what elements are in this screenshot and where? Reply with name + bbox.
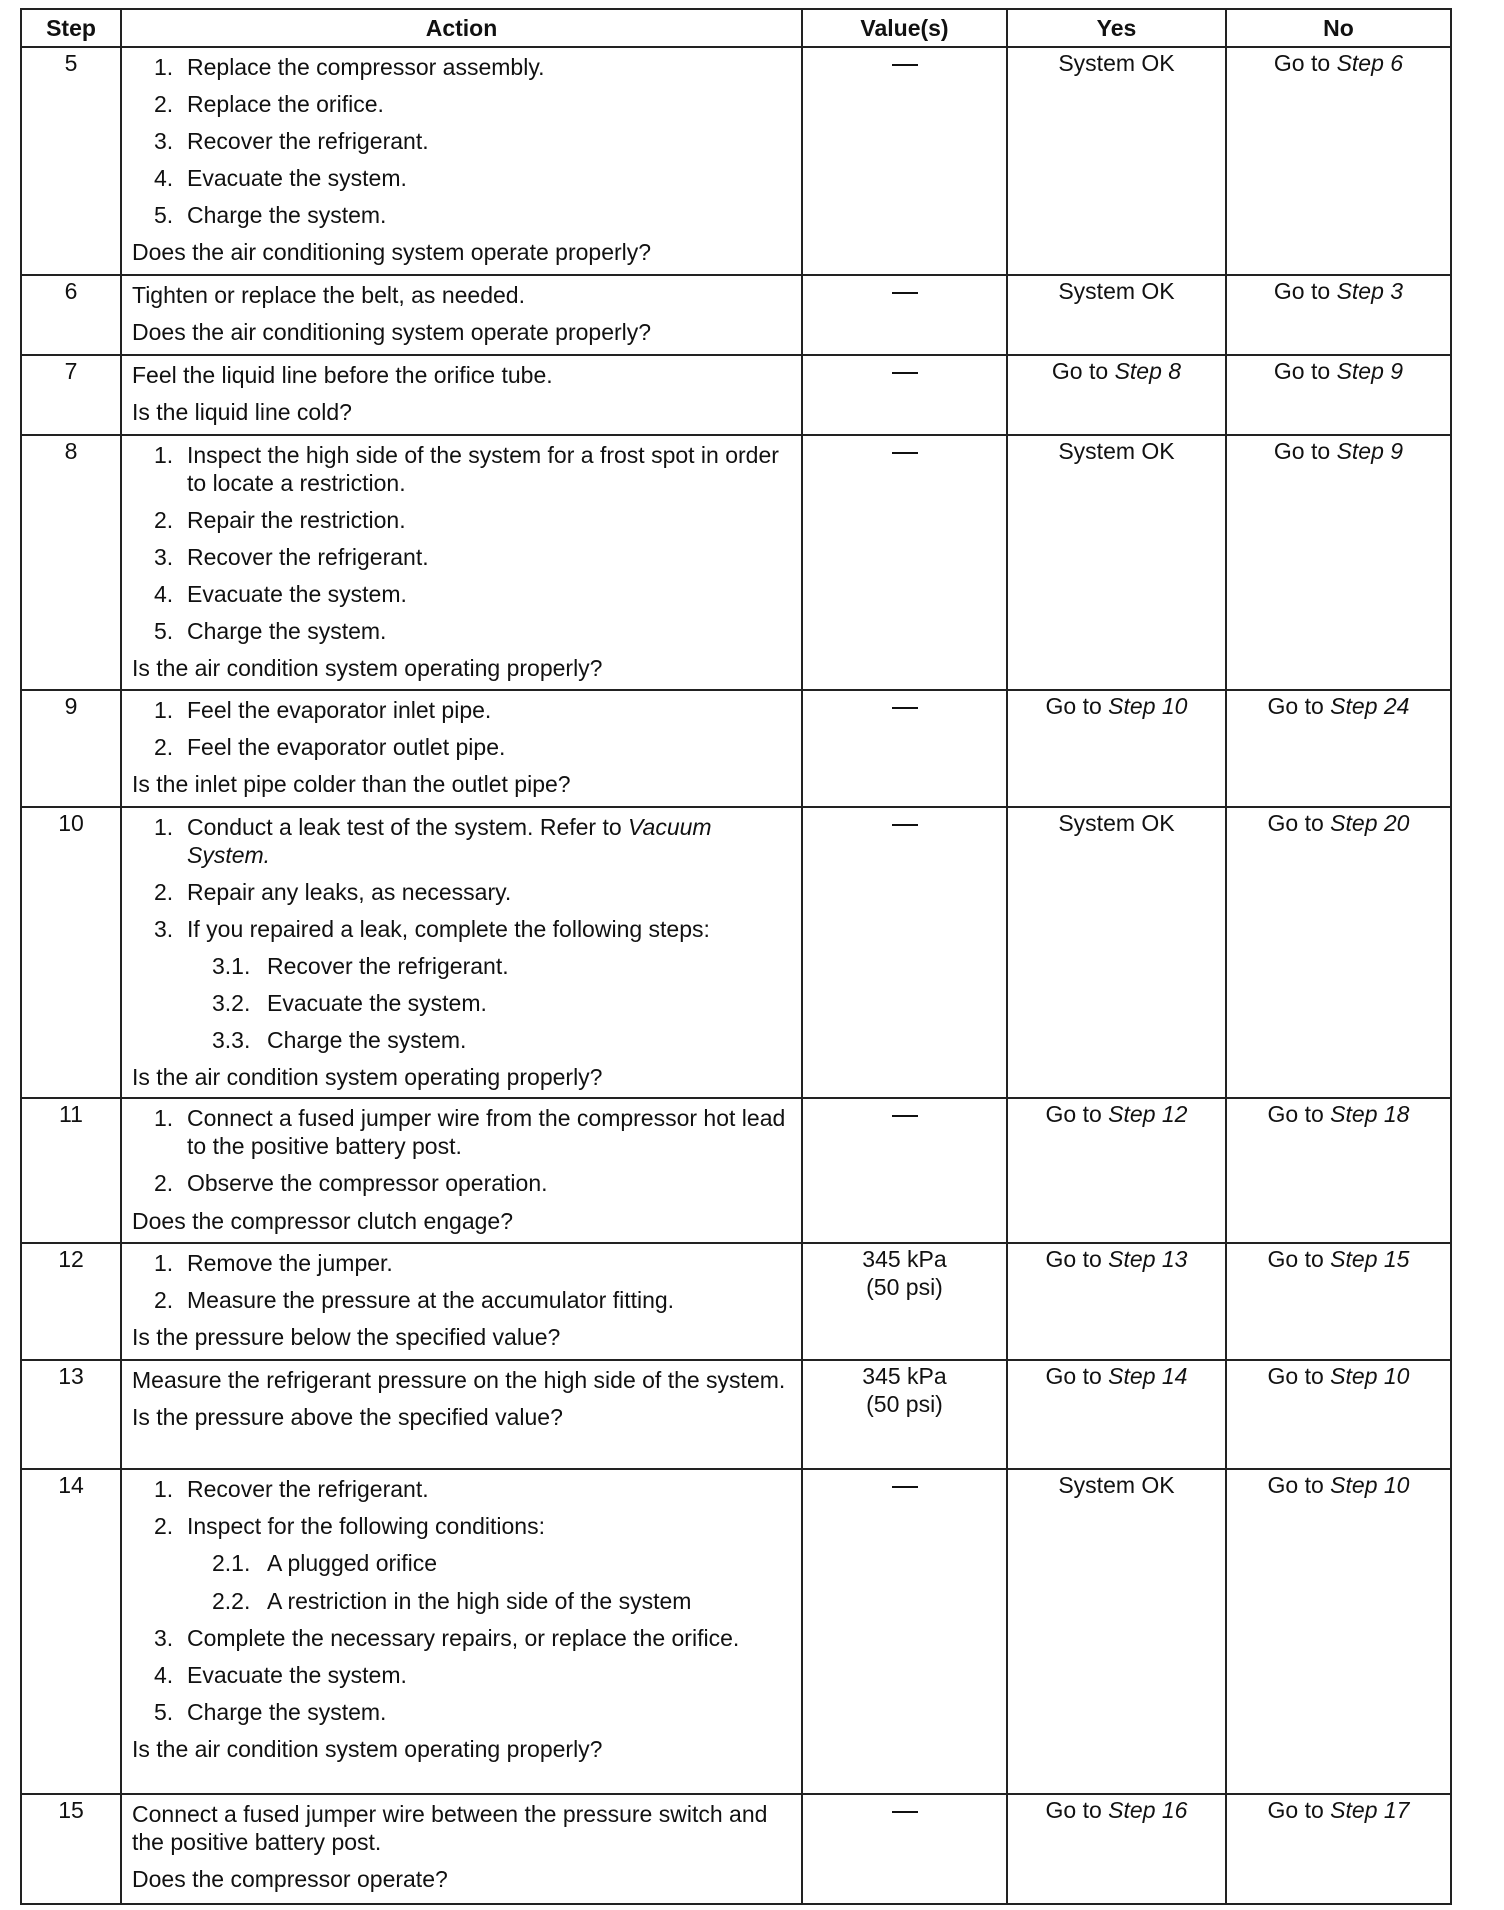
step-link[interactable]: Step 13 [1108, 1246, 1188, 1273]
instruction-number: 2. [154, 734, 174, 761]
sub-instruction [132, 1026, 791, 1054]
yes-cell [1007, 1794, 1226, 1904]
goto-prefix: Go to [1273, 438, 1331, 464]
question: Does the compressor clutch engage? [132, 1207, 513, 1234]
step-link[interactable]: Step 9 [1336, 438, 1404, 464]
instruction [132, 201, 791, 229]
action-cell [121, 807, 802, 1098]
instruction-text: Inspect the high side of the system for a frost spot in order to locate a restriction. [187, 442, 779, 497]
instruction [132, 1698, 791, 1726]
yes-cell [1007, 1360, 1226, 1469]
yes-cell: System OK [1007, 1469, 1226, 1794]
step-link[interactable]: Step 8 [1114, 358, 1182, 384]
value-cell [802, 1243, 1007, 1360]
action-cell [121, 690, 802, 807]
instruction-number: 1. [154, 442, 174, 468]
instruction-number: 3. [154, 916, 174, 943]
instruction-text: Feel the evaporator inlet pipe. [187, 697, 492, 723]
instruction-text: If you repaired a leak, complete the following steps: [187, 916, 710, 943]
instruction-text: Evacuate the system. [187, 165, 407, 192]
header-row [21, 9, 1451, 47]
instruction-number: 4. [154, 1661, 174, 1688]
step-link[interactable]: Step 3 [1336, 278, 1404, 304]
question: Is the inlet pipe colder than the outlet pipe? [132, 771, 571, 798]
action-text: Measure the refrigerant pressure on the high side of the system. [132, 1367, 786, 1394]
header-step: Step [21, 9, 121, 47]
instruction [132, 915, 791, 943]
instruction [132, 1661, 791, 1689]
instruction-number: 2. [154, 1170, 174, 1197]
step-link[interactable]: Step 24 [1330, 693, 1410, 719]
instruction [132, 543, 791, 571]
action-cell [121, 1469, 802, 1794]
question: Is the air condition system operating properly? [132, 1064, 603, 1091]
instruction-text: Repair any leaks, as necessary. [187, 879, 512, 906]
question: Is the air condition system operating properly? [132, 1735, 603, 1762]
instruction-text: Connect a fused jumper wire from the compressor hot lead to the positive battery post. [187, 1105, 786, 1160]
instruction [132, 90, 791, 118]
instruction-number: 1. [154, 1105, 174, 1132]
sub-instruction [132, 1587, 791, 1615]
goto-prefix: Go to [1045, 1246, 1102, 1273]
instruction-text: Repair the restriction. [187, 507, 406, 534]
header-no: No [1226, 9, 1451, 47]
no-cell [1226, 47, 1451, 275]
action-text: Connect a fused jumper wire between the pressure switch and the positive battery post. [132, 1801, 768, 1856]
goto-prefix: Go to [1267, 1246, 1324, 1273]
value-cell [802, 435, 1007, 690]
step-number: 12 [21, 1243, 121, 1360]
instruction [132, 1475, 791, 1503]
instruction-number: 3.1. [212, 953, 251, 980]
no-cell [1226, 1098, 1451, 1243]
table-row [21, 1360, 1451, 1469]
instruction [132, 1286, 791, 1314]
instruction-number: 2. [154, 91, 174, 118]
value-cell [802, 1469, 1007, 1794]
instruction-number: 5. [154, 202, 174, 229]
action-cell [121, 355, 802, 435]
instruction-number: 5. [154, 1698, 174, 1725]
yes-cell [1007, 355, 1226, 435]
instruction-number: 3. [154, 128, 174, 155]
step-link[interactable]: Step 15 [1330, 1246, 1410, 1273]
instruction-text: Evacuate the system. [187, 1661, 407, 1688]
instruction [132, 733, 791, 761]
em-dash-icon [892, 64, 918, 66]
step-number: 13 [21, 1360, 121, 1469]
step-number: 5 [21, 47, 121, 275]
instruction-text: A plugged orifice [267, 1550, 438, 1577]
step-number: 10 [21, 807, 121, 1098]
instruction-text: Feel the evaporator outlet pipe. [187, 734, 506, 761]
instruction-number: 2.1. [212, 1550, 251, 1577]
instruction [132, 696, 791, 724]
value-cell [802, 275, 1007, 355]
reference-link[interactable]: Vacuum System. [187, 814, 712, 869]
question: Is the liquid line cold? [132, 399, 352, 426]
step-link[interactable]: Step 17 [1330, 1797, 1410, 1824]
step-number: 14 [21, 1469, 121, 1794]
action-cell [121, 47, 802, 275]
value-metric: 345 kPa [862, 1246, 947, 1273]
yes-cell [1007, 690, 1226, 807]
value-imperial: (50 psi) [866, 1391, 943, 1418]
instruction [132, 127, 791, 155]
instruction [132, 1169, 791, 1197]
step-number: 9 [21, 690, 121, 807]
question: Does the air conditioning system operate properly? [132, 319, 652, 346]
em-dash-icon [892, 372, 918, 374]
yes-cell [1007, 1098, 1226, 1243]
yes-cell: System OK [1007, 807, 1226, 1098]
instruction-text: Measure the pressure at the accumulator fitting. [187, 1287, 675, 1314]
goto-prefix: Go to [1045, 1101, 1102, 1128]
instruction-number: 4. [154, 581, 174, 608]
instruction [132, 1512, 791, 1540]
instruction-number: 2. [154, 507, 174, 534]
instruction-text: Evacuate the system. [267, 990, 487, 1017]
instruction-number: 1. [154, 697, 174, 723]
step-link[interactable]: Step 6 [1336, 50, 1404, 76]
header-yes: Yes [1007, 9, 1226, 47]
no-cell [1226, 1360, 1451, 1469]
em-dash-icon [892, 292, 918, 294]
question: Is the air condition system operating properly? [132, 655, 603, 682]
instruction-text: Charge the system. [267, 1027, 467, 1054]
goto-prefix: Go to [1267, 1472, 1324, 1499]
no-cell [1226, 1794, 1451, 1904]
yes-cell: System OK [1007, 47, 1226, 275]
instruction-text: Charge the system. [187, 618, 387, 645]
header-values: Value(s) [802, 9, 1007, 47]
table-row [21, 807, 1451, 1098]
sub-instruction [132, 989, 791, 1017]
step-number: 11 [21, 1098, 121, 1243]
action-text: Feel the liquid line before the orifice tube. [132, 362, 553, 388]
instruction-number: 3. [154, 1624, 174, 1651]
step-link[interactable]: Step 18 [1330, 1101, 1410, 1128]
em-dash-icon [892, 1115, 918, 1117]
instruction-text: Recover the refrigerant. [187, 544, 429, 571]
step-link[interactable]: Step 10 [1330, 1363, 1410, 1390]
table-row [21, 47, 1451, 275]
goto-prefix: Go to [1273, 50, 1331, 76]
action-cell [121, 275, 802, 355]
step-link[interactable]: Step 14 [1108, 1363, 1188, 1390]
no-cell [1226, 435, 1451, 690]
no-cell [1226, 690, 1451, 807]
instruction-number: 2.2. [212, 1587, 251, 1614]
value-imperial: (50 psi) [866, 1274, 943, 1301]
instruction [132, 617, 791, 645]
table-row [21, 435, 1451, 690]
instruction [132, 53, 791, 81]
yes-cell: System OK [1007, 435, 1226, 690]
goto-prefix: Go to [1273, 278, 1331, 304]
instruction-number: 2. [154, 1513, 174, 1540]
goto-prefix: Go to [1267, 810, 1324, 836]
question: Does the air conditioning system operate properly? [132, 239, 652, 266]
instruction-text: Replace the orifice. [187, 91, 384, 118]
goto-prefix: Go to [1267, 1101, 1324, 1128]
no-cell [1226, 1243, 1451, 1360]
value-cell [802, 1360, 1007, 1469]
instruction-number: 1. [154, 814, 174, 840]
action-cell [121, 1243, 802, 1360]
instruction [132, 878, 791, 906]
instruction [132, 1624, 791, 1652]
no-cell [1226, 807, 1451, 1098]
value-cell [802, 690, 1007, 807]
instruction-text: Charge the system. [187, 1698, 387, 1725]
instruction-text: Inspect for the following conditions: [187, 1513, 545, 1540]
instruction-text: Replace the compressor assembly. [187, 54, 545, 80]
em-dash-icon [892, 824, 918, 826]
table-row [21, 275, 1451, 355]
em-dash-icon [892, 1486, 918, 1488]
goto-prefix: Go to [1045, 1363, 1102, 1390]
table-row [21, 1469, 1451, 1794]
table-row [21, 355, 1451, 435]
instruction-text: Evacuate the system. [187, 581, 407, 608]
em-dash-icon [892, 1811, 918, 1813]
table-row [21, 1794, 1451, 1904]
sub-instruction [132, 952, 791, 980]
yes-cell [1007, 1243, 1226, 1360]
header-action: Action [121, 9, 802, 47]
goto-prefix: Go to [1051, 358, 1109, 384]
step-number: 8 [21, 435, 121, 690]
instruction [132, 813, 791, 869]
table-row [21, 1098, 1451, 1243]
instruction-text: Observe the compressor operation. [187, 1170, 548, 1197]
question: Is the pressure below the specified value? [132, 1324, 561, 1351]
instruction-number: 5. [154, 618, 174, 645]
action-cell [121, 1794, 802, 1904]
action-cell [121, 435, 802, 690]
no-cell [1226, 275, 1451, 355]
instruction-number: 2. [154, 1287, 174, 1314]
goto-prefix: Go to [1267, 1797, 1324, 1824]
instruction-text: Recover the refrigerant. [187, 128, 429, 155]
instruction-text: A restriction in the high side of the system [267, 1587, 692, 1614]
instruction-text: Recover the refrigerant. [187, 1476, 429, 1503]
instruction-text: Recover the refrigerant. [267, 953, 509, 980]
value-metric: 345 kPa [862, 1363, 947, 1390]
step-number: 7 [21, 355, 121, 435]
question: Does the compressor operate? [132, 1866, 448, 1893]
step-link[interactable]: Step 10 [1108, 693, 1188, 719]
action-cell [121, 1098, 802, 1243]
instruction-text: Conduct a leak test of the system. Refer to [187, 814, 622, 840]
goto-prefix: Go to [1273, 358, 1331, 384]
instruction [132, 506, 791, 534]
table-row [21, 690, 1451, 807]
instruction-number: 1. [154, 1476, 174, 1503]
instruction-number: 2. [154, 879, 174, 906]
instruction [132, 164, 791, 192]
instruction-text: Charge the system. [187, 202, 387, 229]
step-link[interactable]: Step 12 [1108, 1101, 1188, 1128]
action-text: Tighten or replace the belt, as needed. [132, 282, 525, 308]
em-dash-icon [892, 707, 918, 709]
yes-cell: System OK [1007, 275, 1226, 355]
diagnostic-table [20, 8, 1452, 1905]
instruction-number: 4. [154, 165, 174, 192]
value-cell [802, 1098, 1007, 1243]
value-cell [802, 355, 1007, 435]
goto-prefix: Go to [1267, 693, 1324, 719]
no-cell [1226, 1469, 1451, 1794]
instruction [132, 1104, 791, 1160]
value-cell [802, 807, 1007, 1098]
instruction-number: 3.3. [212, 1027, 251, 1054]
instruction [132, 1249, 791, 1277]
goto-prefix: Go to [1045, 693, 1102, 719]
goto-prefix: Go to [1267, 1363, 1324, 1390]
instruction-number: 1. [154, 1250, 174, 1277]
step-link[interactable]: Step 9 [1336, 358, 1404, 384]
instruction-text: Remove the jumper. [187, 1250, 393, 1277]
value-cell [802, 1794, 1007, 1904]
step-link[interactable]: Step 20 [1330, 810, 1410, 836]
question: Is the pressure above the specified value? [132, 1404, 563, 1431]
instruction [132, 580, 791, 608]
instruction-number: 1. [154, 54, 174, 80]
no-cell [1226, 355, 1451, 435]
table-row [21, 1243, 1451, 1360]
em-dash-icon [892, 452, 918, 454]
goto-prefix: Go to [1045, 1797, 1102, 1824]
step-link[interactable]: Step 10 [1330, 1472, 1410, 1499]
step-link[interactable]: Step 16 [1108, 1797, 1188, 1824]
step-number: 6 [21, 275, 121, 355]
step-number: 15 [21, 1794, 121, 1904]
instruction [132, 441, 791, 497]
value-cell [802, 47, 1007, 275]
instruction-number: 3. [154, 544, 174, 571]
instruction-text: Complete the necessary repairs, or replace the orifice. [187, 1624, 740, 1651]
action-cell [121, 1360, 802, 1469]
instruction-number: 3.2. [212, 990, 251, 1017]
sub-instruction [132, 1549, 791, 1577]
